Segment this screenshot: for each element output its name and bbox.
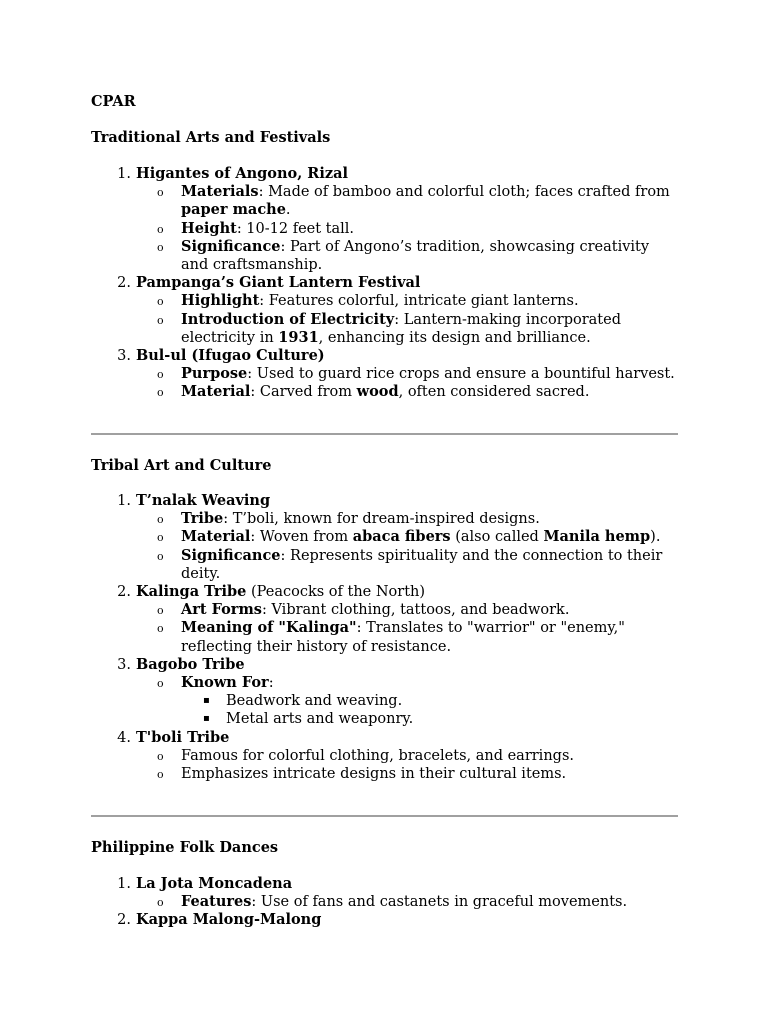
circle-bullet-icon: o	[157, 622, 164, 636]
circle-bullet-icon: o	[157, 186, 164, 200]
sub-item-emphasis: wood	[356, 383, 399, 401]
item-title: La Jota Moncadena	[136, 875, 293, 892]
sub-item-text: : Features colorful, intricate giant lanterns.	[259, 293, 579, 310]
item-title: Kalinga Tribe	[136, 583, 247, 601]
sub-item-label: Purpose	[181, 365, 248, 383]
list-item	[0, 875, 768, 893]
sub-item-label: Known For	[181, 674, 269, 692]
sub-item-emphasis: abaca fibers	[352, 528, 451, 546]
item-title: Bul-ul (Ifugao Culture)	[136, 347, 325, 365]
sub-sub-item	[0, 710, 768, 728]
sub-item-text: : 10-12 feet tall.	[236, 220, 355, 237]
circle-bullet-icon: o	[157, 549, 164, 563]
circle-bullet-icon: o	[157, 313, 164, 327]
section-heading: Tribal Art and Culture	[91, 457, 272, 474]
list-item	[0, 492, 768, 510]
sub-item-text: : Represents spirituality and the connection to their deity.	[181, 547, 663, 582]
list-item	[0, 656, 768, 674]
sub-item	[0, 510, 768, 528]
sub-item-text: :	[268, 675, 274, 692]
sub-item-text: , often considered sacred.	[398, 384, 590, 401]
list-item	[0, 347, 768, 365]
sub-item-text: : Use of fans and castanets in graceful movements.	[251, 894, 628, 911]
item-title: Bagobo Tribe	[136, 655, 245, 673]
sub-item-label: Height	[181, 219, 237, 237]
circle-bullet-icon: o	[157, 240, 164, 254]
sub-item	[0, 601, 768, 619]
sub-item-emphasis: paper mache	[181, 201, 286, 219]
sub-item-text: .	[285, 202, 291, 219]
list-item	[0, 274, 768, 292]
sub-item-label: Significance	[181, 546, 281, 564]
item-number: 2.	[117, 584, 131, 601]
sub-item-text: : Translates to "warrior" or "enemy," reflecting their history of resistance.	[181, 620, 625, 655]
sub-item	[0, 292, 768, 310]
sub-item	[0, 383, 768, 401]
sub-item-label: Meaning of "Kalinga"	[181, 619, 357, 637]
sub-item-text: , enhancing its design and brilliance.	[318, 329, 591, 346]
circle-bullet-icon: o	[157, 531, 164, 545]
sub-item	[0, 893, 768, 911]
sub-item	[0, 238, 768, 274]
sub-item-text: : Used to guard rice crops and ensure a bountiful harvest.	[247, 366, 675, 383]
sub-sub-item-text: Beadwork and weaving.	[226, 693, 403, 710]
circle-bullet-icon: o	[157, 386, 164, 400]
circle-bullet-icon: o	[157, 677, 164, 691]
sub-item-text: : Lantern-making incorporated electricity in	[181, 311, 621, 346]
sub-item	[0, 619, 768, 655]
sub-item	[0, 183, 768, 219]
section-divider	[91, 433, 678, 435]
sub-item-label: Introduction of Electricity	[181, 310, 395, 328]
sub-item-text: Famous for colorful clothing, bracelets, and earrings.	[181, 747, 574, 764]
sub-item	[0, 311, 768, 347]
sub-item-text: Emphasizes intricate designs in their cultural items.	[181, 766, 567, 783]
sub-item-label: Significance	[181, 237, 281, 255]
item-title: T'boli Tribe	[136, 728, 230, 746]
item-number: 1.	[117, 493, 131, 509]
item-number: 3.	[117, 348, 131, 365]
sub-item-emphasis: 1931	[278, 328, 319, 346]
circle-bullet-icon: o	[157, 368, 164, 382]
sub-sub-item-text: Metal arts and weaponry.	[226, 711, 414, 728]
circle-bullet-icon: o	[157, 749, 164, 763]
document-title: CPAR	[91, 93, 136, 110]
square-bullet-icon: ▪	[203, 713, 210, 725]
item-number: 1.	[117, 166, 131, 182]
sub-sub-item	[0, 692, 768, 710]
sub-item-text: : Carved from	[250, 384, 357, 401]
section-heading: Traditional Arts and Festivals	[91, 129, 331, 146]
sub-item-text: : Woven from	[250, 529, 353, 546]
circle-bullet-icon: o	[157, 896, 164, 910]
sub-item-label: Material	[181, 383, 251, 401]
list-item	[0, 729, 768, 747]
item-title: Pampanga’s Giant Lantern Festival	[136, 274, 421, 292]
circle-bullet-icon: o	[157, 295, 164, 309]
list-item	[0, 165, 768, 183]
sub-item	[0, 747, 768, 765]
list-item	[0, 583, 768, 601]
sub-item	[0, 528, 768, 546]
sub-item-text: ).	[650, 529, 661, 546]
circle-bullet-icon: o	[157, 604, 164, 618]
sub-item-label: Art Forms	[181, 601, 262, 619]
sub-item-text: : Vibrant clothing, tattoos, and beadwork.	[261, 602, 570, 619]
item-title: Kappa Malong-Malong	[136, 911, 322, 929]
item-number: 1.	[117, 876, 131, 892]
sub-item	[0, 765, 768, 783]
sub-item-text: : Made of bamboo and colorful cloth; faces crafted from	[258, 184, 670, 201]
sub-item-label: Highlight	[181, 292, 260, 310]
circle-bullet-icon: o	[157, 513, 164, 527]
circle-bullet-icon: o	[157, 768, 164, 782]
sub-item-text: : Part of Angono’s tradition, showcasing creativity and craftsmanship.	[181, 238, 650, 274]
list-item	[0, 911, 768, 929]
section-list-traditional-arts	[0, 165, 768, 402]
item-number: 2.	[117, 912, 131, 929]
sub-item-text: : T’boli, known for dream-inspired designs.	[223, 511, 540, 528]
section-divider	[91, 815, 678, 817]
sub-item-label: Features	[181, 893, 252, 911]
section-list-folk-dances	[0, 875, 768, 930]
item-title: T’nalak Weaving	[136, 492, 271, 509]
item-title: Higantes of Angono, Rizal	[136, 165, 348, 182]
sub-item-label: Materials	[181, 183, 259, 201]
sub-item-label: Material	[181, 528, 251, 546]
square-bullet-icon: ▪	[203, 695, 210, 707]
sub-item-emphasis: Manila hemp	[543, 528, 651, 546]
sub-item-label: Tribe	[181, 510, 224, 528]
item-number: 3.	[117, 656, 131, 673]
sub-item	[0, 547, 768, 583]
sub-item	[0, 365, 768, 383]
item-number: 4.	[117, 729, 131, 746]
sub-item	[0, 220, 768, 238]
item-title-suffix: (Peacocks of the North)	[246, 584, 426, 601]
item-number: 2.	[117, 275, 131, 292]
section-list-tribal-art	[0, 492, 768, 783]
circle-bullet-icon: o	[157, 222, 164, 236]
sub-item	[0, 674, 768, 692]
section-heading: Philippine Folk Dances	[91, 839, 279, 856]
sub-item-text: (also called	[450, 529, 544, 546]
